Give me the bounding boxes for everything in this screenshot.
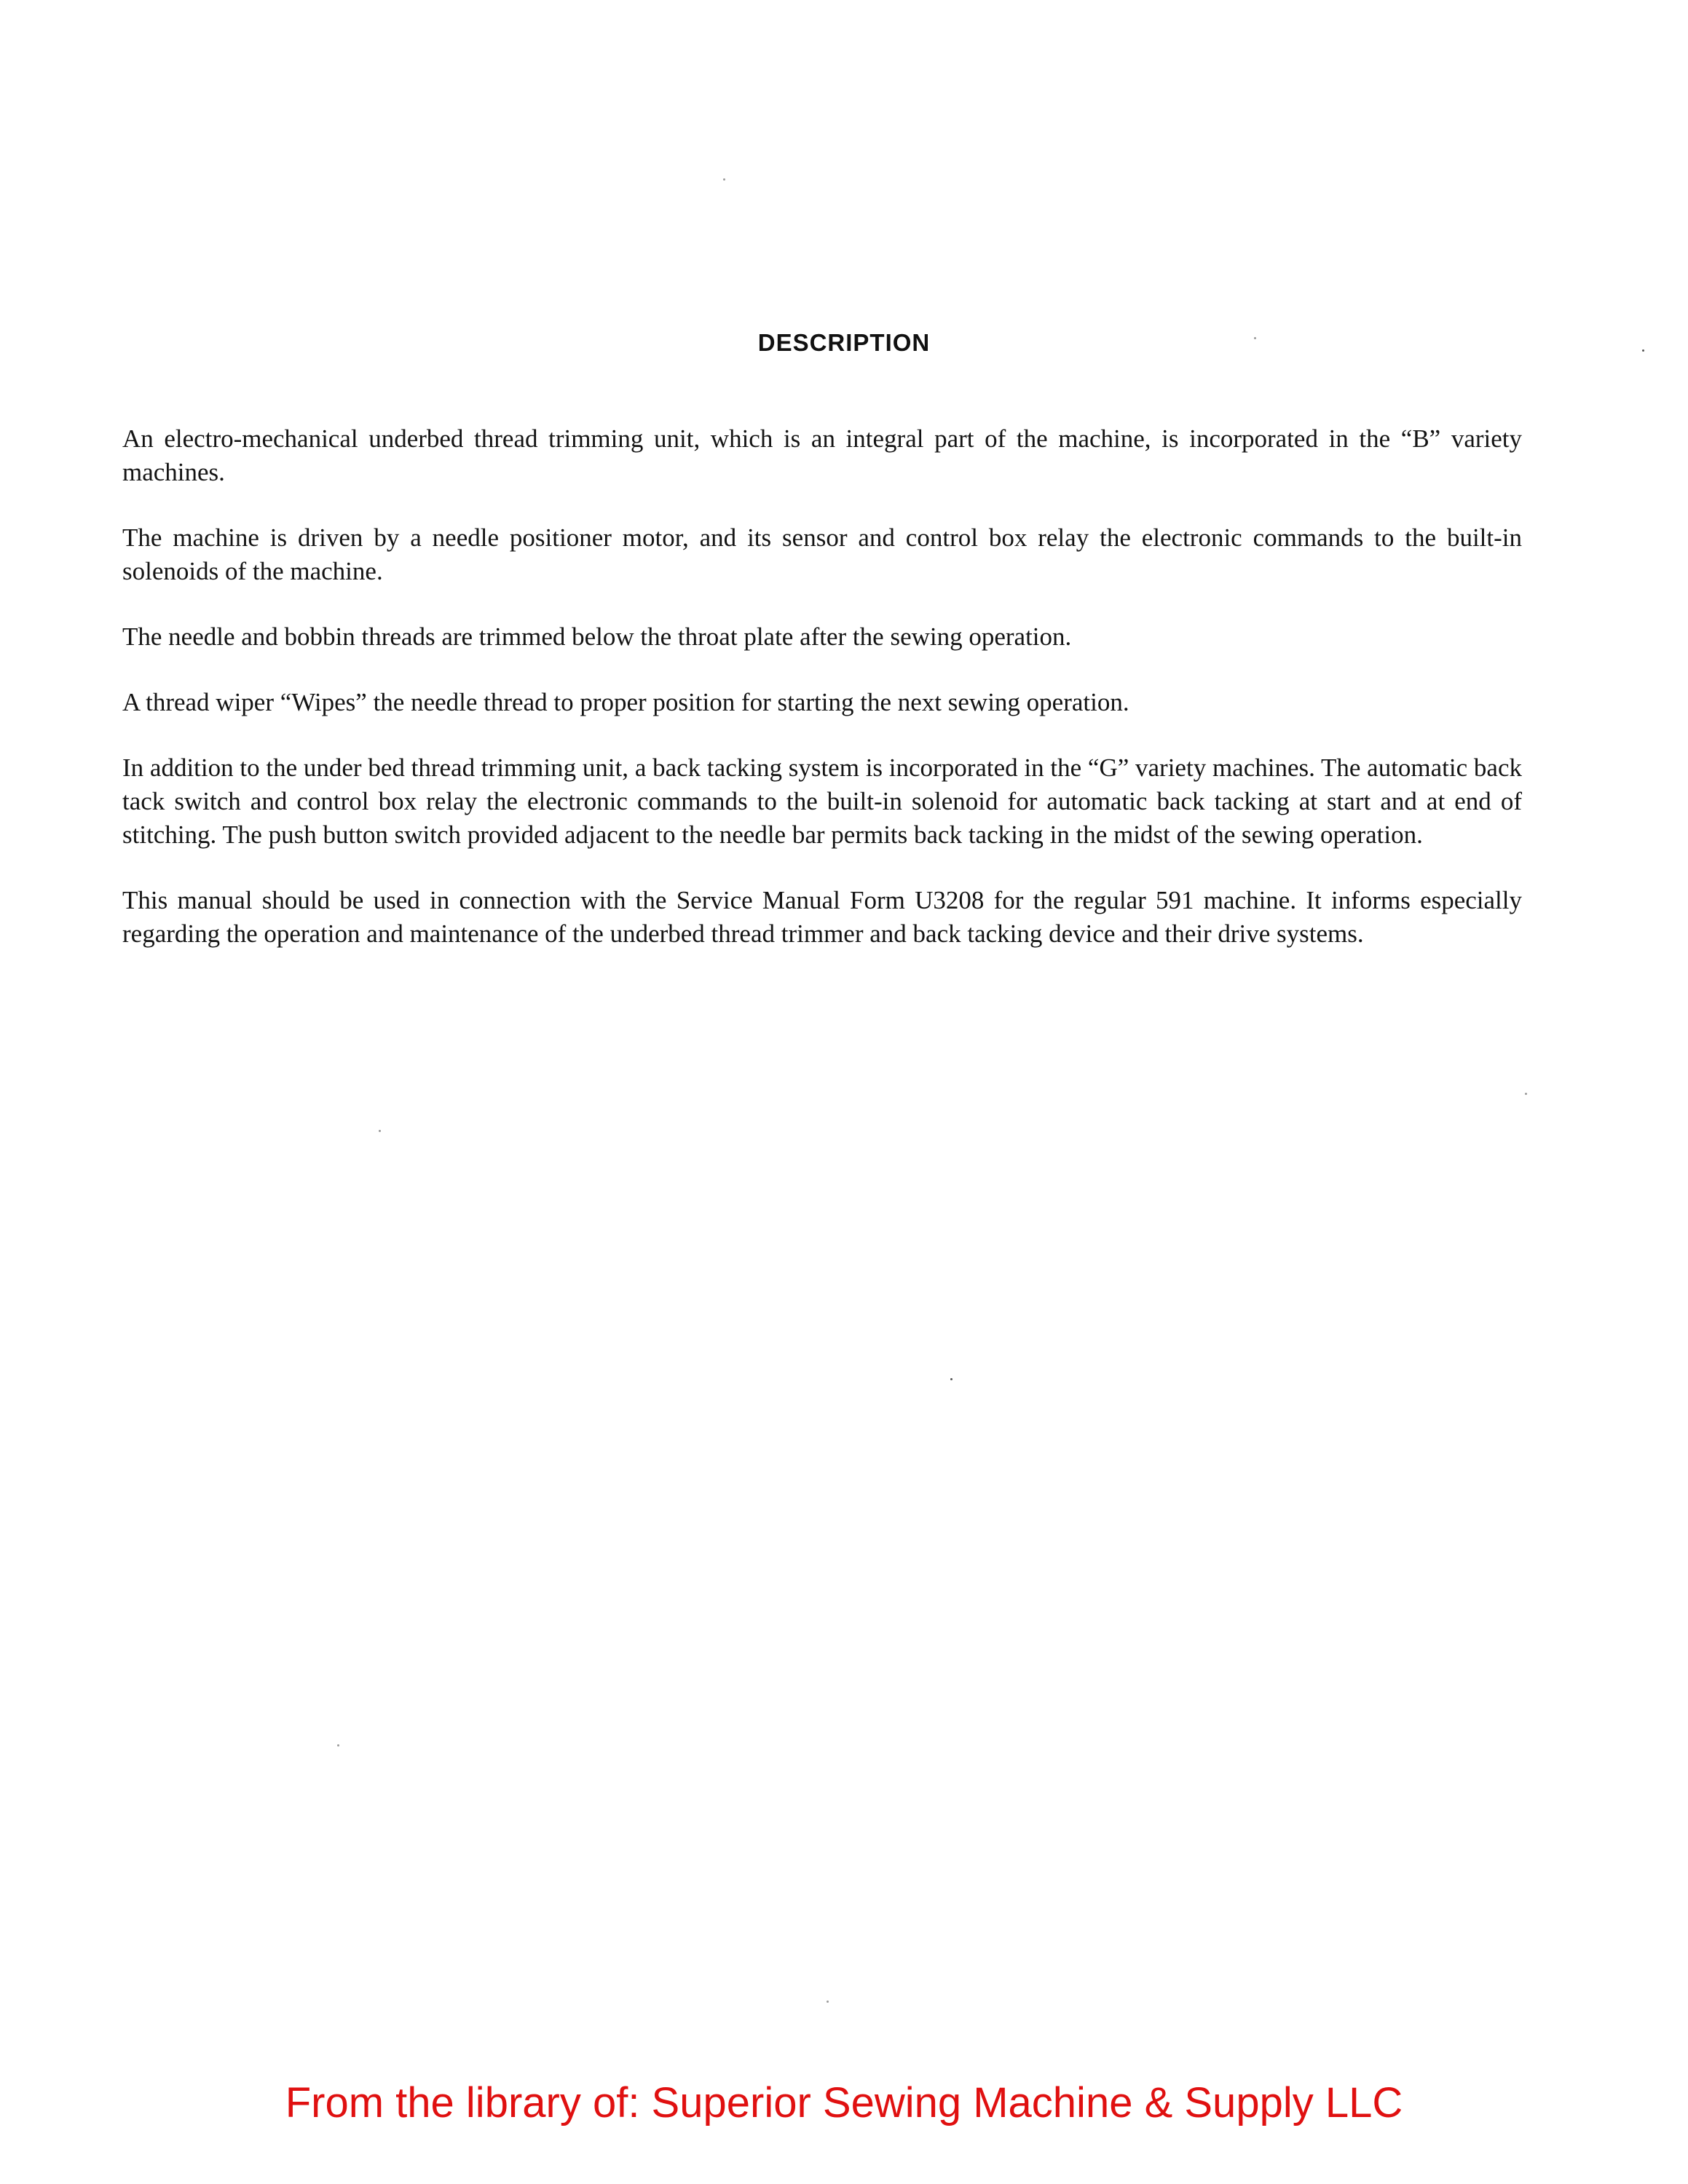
paragraph-service-manual-reference: This manual should be used in connection with the Service Manual Form U3208 for the regular 591 machine. It informs especially regarding the operation and maintenance of the underbed thread trimmer and back tacking device and their drive systems.: [122, 886, 1522, 948]
scan-speck: [1254, 337, 1256, 339]
scan-speck: [950, 1378, 953, 1380]
scan-speck: [337, 1744, 339, 1746]
scan-speck: [1642, 349, 1644, 352]
paragraph-threads-trimmed: The needle and bobbin threads are trimmed below the throat plate after the sewing operation.: [122, 622, 1072, 651]
paragraph-thread-trimming-unit: An electro-mechanical underbed thread trimming unit, which is an integral part of the machine, is incorporated in the “B” variety machines.: [122, 424, 1522, 486]
scan-speck: [827, 2001, 829, 2003]
scan-speck: [379, 1130, 381, 1132]
page-heading: DESCRIPTION: [757, 329, 931, 356]
library-watermark: From the library of: Superior Sewing Machine & Supply LLC: [285, 2079, 1403, 2126]
paragraph-needle-positioner-motor: The machine is driven by a needle positioner motor, and its sensor and control box relay the electronic commands to the built-in solenoids of the machine.: [122, 523, 1522, 585]
scan-speck: [723, 178, 725, 181]
paragraph-thread-wiper: A thread wiper “Wipes” the needle thread to proper position for starting the next sewing operation.: [122, 688, 1129, 716]
description-body: [122, 422, 1522, 983]
scan-speck: [1525, 1093, 1527, 1095]
paragraph-back-tacking-system: In addition to the under bed thread trimming unit, a back tacking system is incorporated in the “G” variety machines. The automatic back tack switch and control box relay the electronic commands to the built-in solenoid for automatic back tacking at start and at end of stitching. The push button switch provided adjacent to the needle bar permits back tacking in the midst of the sewing operation.: [122, 753, 1522, 849]
